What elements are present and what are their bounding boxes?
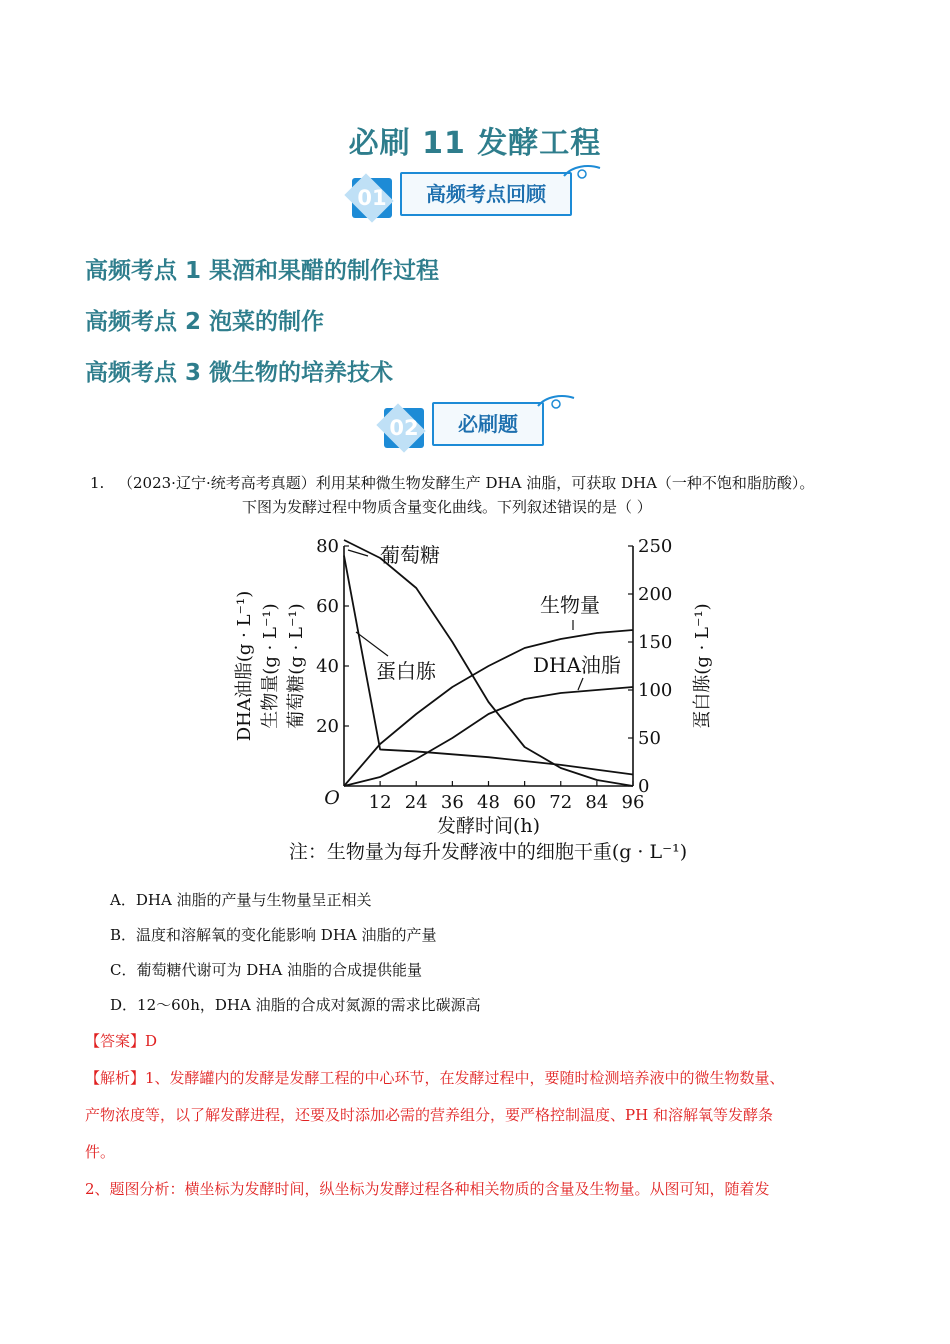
- y-left-axis-label: 葡萄糖(g · L⁻¹): [286, 603, 307, 729]
- y-right-tick-label: 150: [638, 632, 673, 653]
- analysis-line1: 【解析】1、发酵罐内的发酵是发酵工程的中心环节，在发酵过程中，要随时检测培养液中的微生物数量、: [85, 1069, 785, 1087]
- option-c[interactable]: C．葡萄糖代谢可为 DHA 油脂的合成提供能量: [110, 961, 422, 979]
- series-label: 葡萄糖: [380, 543, 440, 567]
- x-tick-label: 36: [440, 792, 464, 813]
- y-left-tick-label: 20: [316, 716, 339, 737]
- y-right-tick-label: 50: [638, 728, 661, 749]
- section-label: 高频考点回顾: [400, 172, 572, 216]
- keypoint-2: 高频考点 2 泡菜的制作: [85, 309, 325, 335]
- page-title: 必刷 11 发酵工程: [348, 126, 602, 161]
- x-tick-label: 72: [549, 792, 573, 813]
- fermentation-chart: [228, 528, 728, 873]
- keypoint-3: 高频考点 3 微生物的培养技术: [85, 360, 394, 386]
- y-right-tick-label: 100: [638, 680, 673, 701]
- swirl-decoration-icon: [536, 392, 576, 422]
- question-stem-line1: （2023·辽宁·统考高考真题）利用某种微生物发酵生产 DHA 油脂，可获取 DHA（一种不饱和脂肪酸）。: [118, 474, 815, 492]
- y-left-tick-label: 40: [316, 656, 339, 677]
- swirl-decoration-icon: [562, 162, 602, 192]
- y-right-tick-label: 250: [638, 536, 673, 557]
- y-right-tick-label: 200: [638, 584, 673, 605]
- x-tick-label: 96: [621, 792, 645, 813]
- analysis-line4: 2、题图分析：横坐标为发酵时间，纵坐标为发酵过程各种相关物质的含量及生物量。从图可知，随着发: [85, 1180, 770, 1198]
- analysis-line2: 产物浓度等，以了解发酵进程，还要及时添加必需的营养组分，要严格控制温度、PH 和溶解氧等发酵条: [85, 1106, 773, 1124]
- option-a[interactable]: A．DHA 油脂的产量与生物量呈正相关: [110, 891, 372, 909]
- x-tick-label: 84: [585, 792, 609, 813]
- section-badge-review: [352, 172, 612, 220]
- y-left-tick-label: 80: [316, 536, 339, 557]
- series-label: DHA油脂: [533, 653, 621, 677]
- x-tick-label: 12: [368, 792, 392, 813]
- keypoint-1: 高频考点 1 果酒和果醋的制作过程: [85, 258, 440, 284]
- option-d[interactable]: D．12～60h，DHA 油脂的合成对氮源的需求比碳源高: [110, 996, 481, 1014]
- origin-label: O: [324, 787, 340, 809]
- series-label: 生物量: [540, 593, 600, 617]
- analysis-line3: 件。: [85, 1143, 116, 1161]
- y-left-axis-label: 生物量(g · L⁻¹): [260, 603, 281, 729]
- x-tick-label: 24: [404, 792, 428, 813]
- x-tick-label: 60: [513, 792, 537, 813]
- series-label-leader: [578, 678, 583, 690]
- section-number: 02: [384, 408, 424, 448]
- y-left-tick-label: 60: [316, 596, 339, 617]
- x-axis-label: 发酵时间(h): [436, 815, 541, 837]
- x-tick-label: 48: [477, 792, 500, 813]
- series-label: 蛋白胨: [376, 659, 436, 683]
- y-left-axis-label: DHA油脂(g · L⁻¹): [234, 590, 255, 742]
- chart-note: 注：生物量为每升发酵液中的细胞干重(g · L⁻¹): [288, 841, 688, 863]
- y-right-tick-label: 0: [638, 776, 650, 797]
- section-label: 必刷题: [432, 402, 544, 446]
- question-number: 1.: [90, 474, 105, 492]
- answer: 【答案】D: [85, 1032, 158, 1050]
- section-number: 01: [352, 178, 392, 218]
- y-right-axis-label: 蛋白胨(g · L⁻¹): [692, 603, 713, 729]
- section-badge-practice: [384, 402, 584, 450]
- option-b[interactable]: B．温度和溶解氧的变化能影响 DHA 油脂的产量: [110, 926, 437, 944]
- question-stem-line2: 下图为发酵过程中物质含量变化曲线。下列叙述错误的是（ ）: [242, 498, 652, 516]
